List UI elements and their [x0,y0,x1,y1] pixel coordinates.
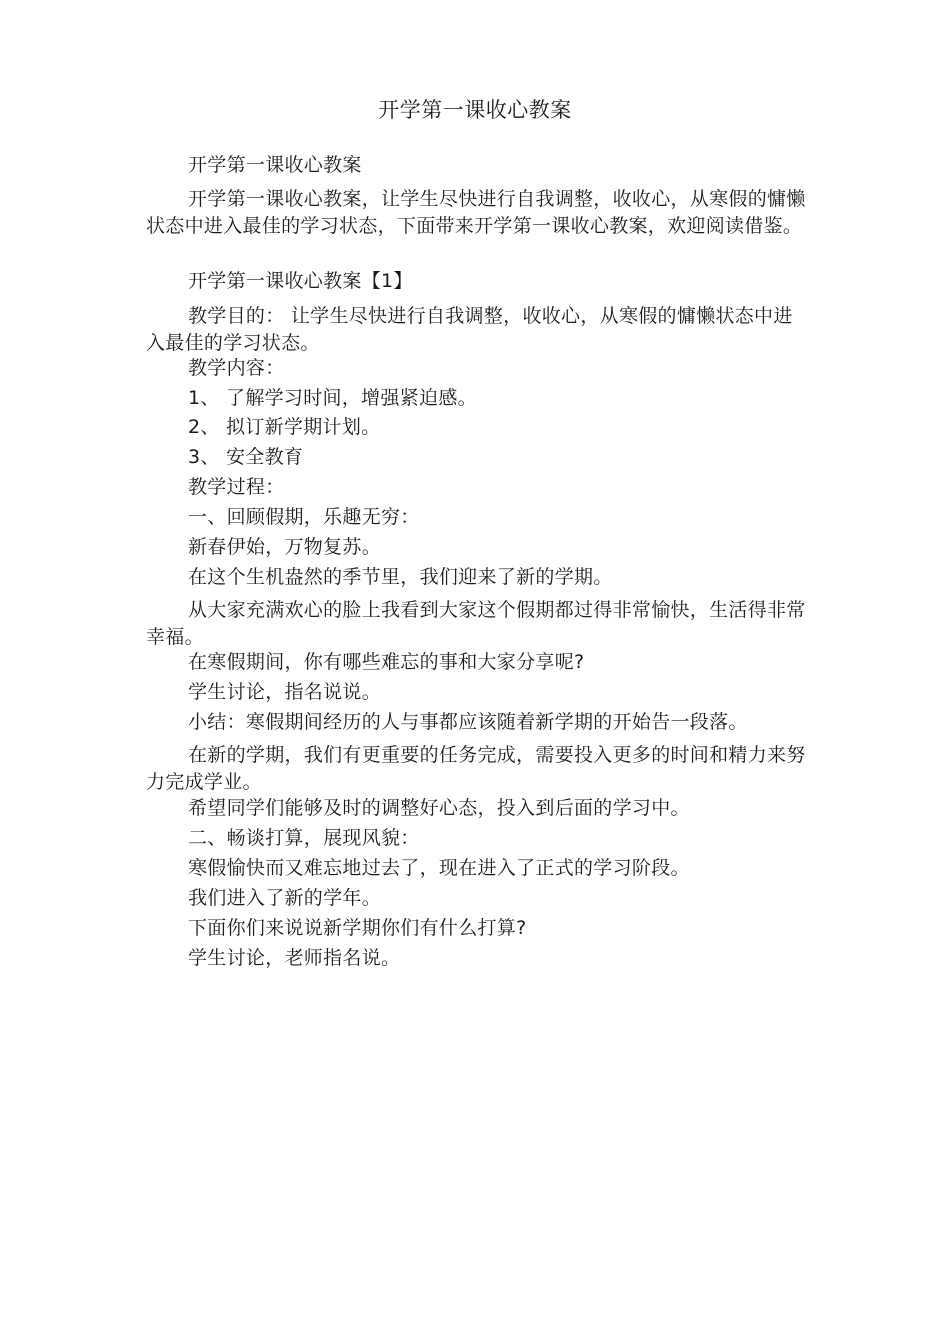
text-paragraph: 从大家充满欢心的脸上我看到大家这个假期都过得非常愉快，生活得非常幸福。 [146,599,806,648]
content-item-2: 2、 拟订新学期计划。 [188,416,381,438]
text-line: 下面你们来说说新学期你们有什么打算? [188,917,527,939]
content-item-1: 1、 了解学习时间，增强紧迫感。 [188,387,477,409]
text-line: 寒假愉快而又难忘地过去了，现在进入了正式的学习阶段。 [188,857,690,879]
content-item-3: 3、 安全教育 [188,446,304,468]
text-line: 希望同学们能够及时的调整好心态，投入到后面的学习中。 [188,797,690,819]
text-line: 学生讨论，指名说说。 [188,681,382,703]
document-title: 开学第一课收心教案 [378,98,572,122]
process-part-1-heading: 一、回顾假期，乐趣无穷： [188,506,420,528]
summary-line: 小结：寒假期间经历的人与事都应该随着新学期的开始告一段落。 [188,711,748,733]
text-line: 新春伊始，万物复苏。 [188,536,382,558]
text-line: 我们进入了新的学年。 [188,887,382,909]
teaching-content-heading: 教学内容： [188,357,285,379]
teaching-process-heading: 教学过程： [188,476,285,498]
process-part-2-heading: 二、畅谈打算，展现风貌： [188,827,420,849]
intro-paragraph: 开学第一课收心教案，让学生尽快进行自我调整，收收心，从寒假的慵懒状态中进入最佳的学习状态，下面带来开学第一课收心教案，欢迎阅读借鉴。 [146,188,806,237]
subtitle-line: 开学第一课收心教案 [188,154,362,176]
section-heading-1: 开学第一课收心教案【1】 [188,270,413,292]
text-paragraph: 在新的学期，我们有更重要的任务完成，需要投入更多的时间和精力来努力完成学业。 [146,744,806,793]
teaching-goal-paragraph: 教学目的： 让学生尽快进行自我调整，收收心，从寒假的慵懒状态中进入最佳的学习状态。 [146,305,793,354]
text-line: 在寒假期间，你有哪些难忘的事和大家分享呢? [188,651,585,673]
text-line: 在这个生机盎然的季节里，我们迎来了新的学期。 [188,566,613,588]
text-line: 学生讨论，老师指名说。 [188,947,401,969]
